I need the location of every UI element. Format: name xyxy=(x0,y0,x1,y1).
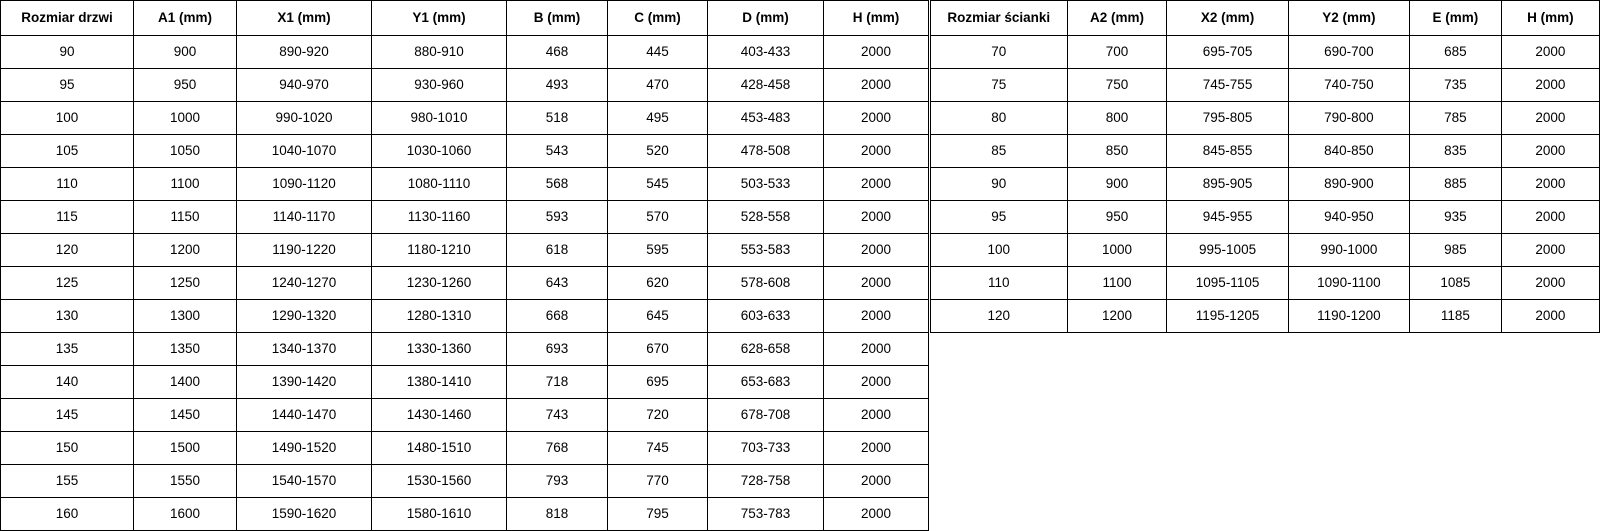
walls-cell: 75 xyxy=(931,69,1068,102)
walls-cell: 750 xyxy=(1067,69,1167,102)
doors-cell: 768 xyxy=(507,432,608,465)
table-row xyxy=(1,267,929,300)
doors-cell: 568 xyxy=(507,168,608,201)
walls-cell: 985 xyxy=(1409,234,1501,267)
doors-cell: 1490-1520 xyxy=(237,432,372,465)
doors-cell: 950 xyxy=(134,69,237,102)
doors-cell: 1450 xyxy=(134,399,237,432)
doors-column-header: Y1 (mm) xyxy=(372,1,507,36)
doors-cell: 1300 xyxy=(134,300,237,333)
walls-cell: 700 xyxy=(1067,36,1167,69)
doors-cell: 1130-1160 xyxy=(372,201,507,234)
doors-cell: 818 xyxy=(507,498,608,531)
doors-cell: 2000 xyxy=(824,300,929,333)
doors-cell: 880-910 xyxy=(372,36,507,69)
doors-cell: 1600 xyxy=(134,498,237,531)
doors-cell: 670 xyxy=(608,333,708,366)
walls-cell: 2000 xyxy=(1501,69,1599,102)
doors-cell: 478-508 xyxy=(708,135,824,168)
doors-cell: 120 xyxy=(1,234,134,267)
doors-column-header: D (mm) xyxy=(708,1,824,36)
doors-cell: 2000 xyxy=(824,69,929,102)
doors-cell: 720 xyxy=(608,399,708,432)
doors-cell: 468 xyxy=(507,36,608,69)
doors-cell: 1100 xyxy=(134,168,237,201)
table-row xyxy=(1,399,929,432)
doors-cell: 793 xyxy=(507,465,608,498)
doors-cell: 1590-1620 xyxy=(237,498,372,531)
walls-cell: 895-905 xyxy=(1167,168,1288,201)
doors-cell: 1140-1170 xyxy=(237,201,372,234)
doors-cell: 2000 xyxy=(824,432,929,465)
doors-cell: 1550 xyxy=(134,465,237,498)
doors-cell: 1530-1560 xyxy=(372,465,507,498)
doors-cell: 2000 xyxy=(824,465,929,498)
doors-cell: 2000 xyxy=(824,399,929,432)
walls-cell: 845-855 xyxy=(1167,135,1288,168)
doors-cell: 643 xyxy=(507,267,608,300)
table-row xyxy=(931,135,1600,168)
walls-cell: 110 xyxy=(931,267,1068,300)
doors-cell: 1280-1310 xyxy=(372,300,507,333)
doors-cell: 1030-1060 xyxy=(372,135,507,168)
doors-cell: 100 xyxy=(1,102,134,135)
walls-cell: 900 xyxy=(1067,168,1167,201)
doors-cell: 445 xyxy=(608,36,708,69)
walls-cell: 990-1000 xyxy=(1288,234,1409,267)
walls-cell: 950 xyxy=(1067,201,1167,234)
walls-cell: 70 xyxy=(931,36,1068,69)
table-row xyxy=(1,300,929,333)
walls-cell: 690-700 xyxy=(1288,36,1409,69)
doors-cell: 2000 xyxy=(824,267,929,300)
doors-cell: 678-708 xyxy=(708,399,824,432)
walls-cell: 100 xyxy=(931,234,1068,267)
walls-cell: 1200 xyxy=(1067,300,1167,333)
doors-cell: 595 xyxy=(608,234,708,267)
doors-cell: 1090-1120 xyxy=(237,168,372,201)
doors-cell: 1180-1210 xyxy=(372,234,507,267)
doors-cell: 1330-1360 xyxy=(372,333,507,366)
walls-cell: 785 xyxy=(1409,102,1501,135)
doors-cell: 728-758 xyxy=(708,465,824,498)
walls-cell: 1090-1100 xyxy=(1288,267,1409,300)
walls-column-header: H (mm) xyxy=(1501,1,1599,36)
table-row xyxy=(1,201,929,234)
doors-cell: 1580-1610 xyxy=(372,498,507,531)
walls-column-header: X2 (mm) xyxy=(1167,1,1288,36)
doors-cell: 135 xyxy=(1,333,134,366)
doors-cell: 653-683 xyxy=(708,366,824,399)
walls-cell: 890-900 xyxy=(1288,168,1409,201)
walls-cell: 835 xyxy=(1409,135,1501,168)
doors-cell: 125 xyxy=(1,267,134,300)
walls-cell: 2000 xyxy=(1501,102,1599,135)
table-row xyxy=(1,465,929,498)
doors-cell: 2000 xyxy=(824,498,929,531)
doors-cell: 2000 xyxy=(824,135,929,168)
doors-cell: 753-783 xyxy=(708,498,824,531)
doors-cell: 493 xyxy=(507,69,608,102)
doors-cell: 528-558 xyxy=(708,201,824,234)
table-row xyxy=(1,168,929,201)
doors-cell: 1430-1460 xyxy=(372,399,507,432)
walls-cell: 120 xyxy=(931,300,1068,333)
doors-cell: 570 xyxy=(608,201,708,234)
walls-cell: 790-800 xyxy=(1288,102,1409,135)
table-header-row xyxy=(1,1,929,36)
doors-cell: 503-533 xyxy=(708,168,824,201)
table-row xyxy=(1,234,929,267)
doors-cell: 90 xyxy=(1,36,134,69)
table-row xyxy=(931,36,1600,69)
doors-cell: 1050 xyxy=(134,135,237,168)
table-row xyxy=(931,234,1600,267)
walls-cell: 80 xyxy=(931,102,1068,135)
walls-cell: 95 xyxy=(931,201,1068,234)
doors-cell: 1000 xyxy=(134,102,237,135)
doors-cell: 543 xyxy=(507,135,608,168)
doors-cell: 453-483 xyxy=(708,102,824,135)
walls-cell: 1190-1200 xyxy=(1288,300,1409,333)
doors-cell: 980-1010 xyxy=(372,102,507,135)
doors-cell: 1240-1270 xyxy=(237,267,372,300)
table-row xyxy=(1,333,929,366)
doors-column-header: C (mm) xyxy=(608,1,708,36)
walls-cell: 745-755 xyxy=(1167,69,1288,102)
table-row xyxy=(1,69,929,102)
doors-cell: 2000 xyxy=(824,36,929,69)
doors-cell: 890-920 xyxy=(237,36,372,69)
table-row xyxy=(931,102,1600,135)
doors-cell: 628-658 xyxy=(708,333,824,366)
doors-cell: 2000 xyxy=(824,234,929,267)
doors-cell: 990-1020 xyxy=(237,102,372,135)
doors-cell: 593 xyxy=(507,201,608,234)
walls-cell: 685 xyxy=(1409,36,1501,69)
doors-cell: 1190-1220 xyxy=(237,234,372,267)
doors-cell: 618 xyxy=(507,234,608,267)
doors-cell: 745 xyxy=(608,432,708,465)
walls-cell: 2000 xyxy=(1501,300,1599,333)
doors-cell: 1480-1510 xyxy=(372,432,507,465)
doors-column-header: B (mm) xyxy=(507,1,608,36)
walls-cell: 90 xyxy=(931,168,1068,201)
doors-cell: 2000 xyxy=(824,102,929,135)
walls-cell: 2000 xyxy=(1501,234,1599,267)
doors-cell: 900 xyxy=(134,36,237,69)
doors-cell: 1150 xyxy=(134,201,237,234)
doors-cell: 145 xyxy=(1,399,134,432)
walls-cell: 1095-1105 xyxy=(1167,267,1288,300)
table-row xyxy=(931,201,1600,234)
doors-cell: 1390-1420 xyxy=(237,366,372,399)
doors-cell: 645 xyxy=(608,300,708,333)
table-row xyxy=(1,498,929,531)
walls-cell: 935 xyxy=(1409,201,1501,234)
walls-cell: 1100 xyxy=(1067,267,1167,300)
walls-cell: 1085 xyxy=(1409,267,1501,300)
doors-column-header: Rozmiar drzwi xyxy=(1,1,134,36)
table-row xyxy=(1,432,929,465)
doors-cell: 1500 xyxy=(134,432,237,465)
walls-cell: 740-750 xyxy=(1288,69,1409,102)
walls-cell: 885 xyxy=(1409,168,1501,201)
walls-column-header: Y2 (mm) xyxy=(1288,1,1409,36)
doors-cell: 1080-1110 xyxy=(372,168,507,201)
walls-cell: 840-850 xyxy=(1288,135,1409,168)
doors-cell: 520 xyxy=(608,135,708,168)
doors-cell: 2000 xyxy=(824,333,929,366)
doors-cell: 620 xyxy=(608,267,708,300)
walls-cell: 2000 xyxy=(1501,201,1599,234)
walls-cell: 2000 xyxy=(1501,168,1599,201)
doors-cell: 115 xyxy=(1,201,134,234)
doors-cell: 1040-1070 xyxy=(237,135,372,168)
doors-cell: 403-433 xyxy=(708,36,824,69)
doors-cell: 1440-1470 xyxy=(237,399,372,432)
doors-cell: 518 xyxy=(507,102,608,135)
doors-cell: 1350 xyxy=(134,333,237,366)
doors-cell: 668 xyxy=(507,300,608,333)
doors-column-header: X1 (mm) xyxy=(237,1,372,36)
walls-cell: 1195-1205 xyxy=(1167,300,1288,333)
doors-cell: 930-960 xyxy=(372,69,507,102)
doors-cell: 495 xyxy=(608,102,708,135)
table-row xyxy=(931,300,1600,333)
table-row xyxy=(931,267,1600,300)
walls-cell: 940-950 xyxy=(1288,201,1409,234)
doors-cell: 105 xyxy=(1,135,134,168)
doors-cell: 2000 xyxy=(824,168,929,201)
doors-cell: 1540-1570 xyxy=(237,465,372,498)
doors-cell: 553-583 xyxy=(708,234,824,267)
doors-cell: 140 xyxy=(1,366,134,399)
doors-cell: 470 xyxy=(608,69,708,102)
doors-column-header: H (mm) xyxy=(824,1,929,36)
walls-cell: 735 xyxy=(1409,69,1501,102)
table-row xyxy=(1,36,929,69)
doors-cell: 150 xyxy=(1,432,134,465)
walls-cell: 1185 xyxy=(1409,300,1501,333)
walls-column-header: E (mm) xyxy=(1409,1,1501,36)
doors-cell: 603-633 xyxy=(708,300,824,333)
walls-cell: 850 xyxy=(1067,135,1167,168)
doors-cell: 695 xyxy=(608,366,708,399)
doors-cell: 703-733 xyxy=(708,432,824,465)
table-row xyxy=(1,102,929,135)
table-row xyxy=(931,69,1600,102)
walls-cell: 800 xyxy=(1067,102,1167,135)
walls-cell: 2000 xyxy=(1501,267,1599,300)
doors-cell: 2000 xyxy=(824,201,929,234)
doors-cell: 1230-1260 xyxy=(372,267,507,300)
doors-cell: 578-608 xyxy=(708,267,824,300)
table-header-row xyxy=(931,1,1600,36)
doors-cell: 110 xyxy=(1,168,134,201)
doors-cell: 1380-1410 xyxy=(372,366,507,399)
doors-cell: 155 xyxy=(1,465,134,498)
walls-dimensions-table-container xyxy=(930,0,1600,333)
doors-cell: 795 xyxy=(608,498,708,531)
walls-cell: 85 xyxy=(931,135,1068,168)
walls-cell: 1000 xyxy=(1067,234,1167,267)
walls-column-header: Rozmiar ścianki xyxy=(931,1,1068,36)
doors-cell: 1290-1320 xyxy=(237,300,372,333)
doors-cell: 770 xyxy=(608,465,708,498)
walls-cell: 2000 xyxy=(1501,36,1599,69)
walls-column-header: A2 (mm) xyxy=(1067,1,1167,36)
doors-cell: 1400 xyxy=(134,366,237,399)
walls-dimensions-table xyxy=(930,0,1600,333)
table-row xyxy=(931,168,1600,201)
doors-cell: 428-458 xyxy=(708,69,824,102)
doors-cell: 2000 xyxy=(824,366,929,399)
table-row xyxy=(1,366,929,399)
doors-cell: 160 xyxy=(1,498,134,531)
table-row xyxy=(1,135,929,168)
doors-column-header: A1 (mm) xyxy=(134,1,237,36)
doors-cell: 545 xyxy=(608,168,708,201)
walls-cell: 945-955 xyxy=(1167,201,1288,234)
doors-cell: 693 xyxy=(507,333,608,366)
walls-cell: 695-705 xyxy=(1167,36,1288,69)
doors-cell: 743 xyxy=(507,399,608,432)
doors-cell: 130 xyxy=(1,300,134,333)
doors-cell: 1250 xyxy=(134,267,237,300)
walls-cell: 2000 xyxy=(1501,135,1599,168)
walls-cell: 795-805 xyxy=(1167,102,1288,135)
doors-cell: 1200 xyxy=(134,234,237,267)
doors-cell: 940-970 xyxy=(237,69,372,102)
walls-cell: 995-1005 xyxy=(1167,234,1288,267)
doors-cell: 1340-1370 xyxy=(237,333,372,366)
doors-cell: 95 xyxy=(1,69,134,102)
doors-cell: 718 xyxy=(507,366,608,399)
